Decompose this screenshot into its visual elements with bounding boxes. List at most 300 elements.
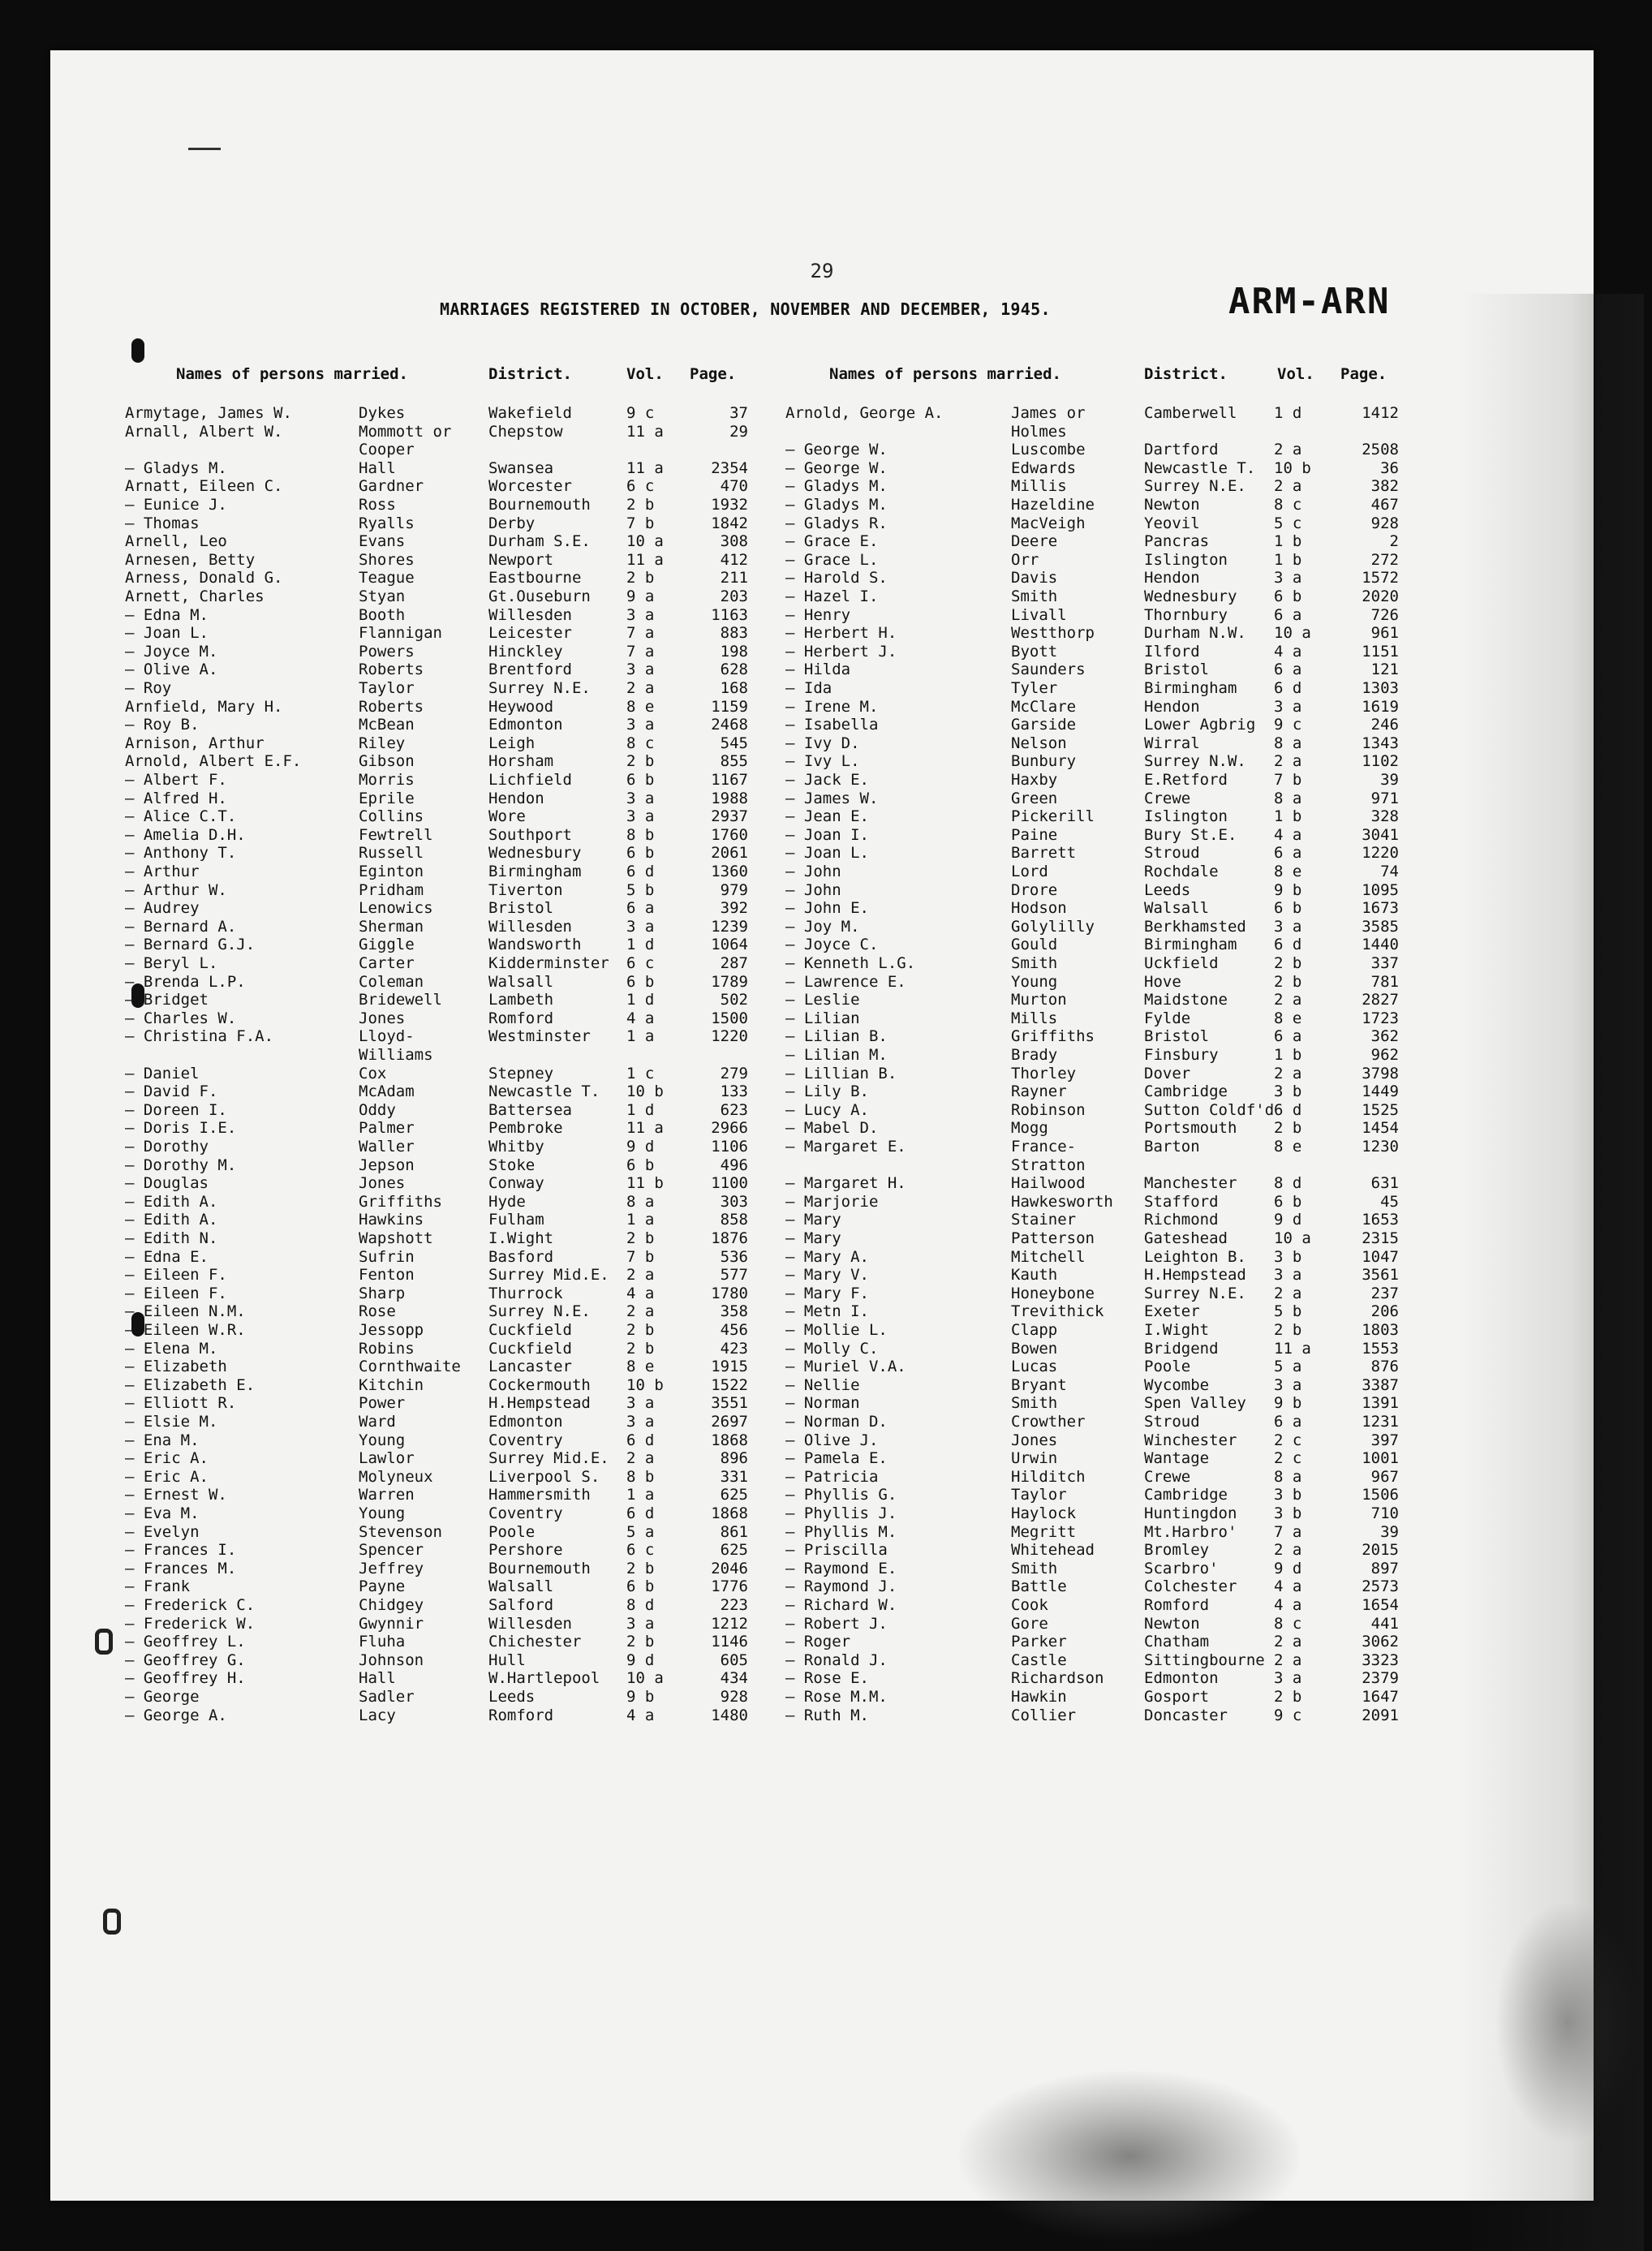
entry-district: Uckfield [1144,954,1219,972]
entry-volume: 6 a [1274,1413,1302,1431]
entry-page: 1868 [711,1431,748,1449]
entry-page: 536 [720,1247,748,1266]
entry-district: Islington [1144,550,1228,569]
entry-district: Hyde [488,1192,526,1211]
entry-page: 2015 [1362,1541,1399,1560]
entry-page: 577 [720,1266,748,1285]
entry-name: — Mary A. [785,1247,869,1266]
entry-spouse-surname: Jessopp [359,1321,424,1339]
entry-name: — Frederick C. [125,1596,256,1614]
entry-district: Finsbury [1144,1046,1219,1064]
register-row [50,1046,1594,1064]
entry-page: 2061 [711,844,748,863]
entry-page: 237 [1370,1284,1399,1302]
entry-name: — Elena M. [125,1339,218,1358]
entry-name: — Alice C.T. [125,807,237,826]
entry-name: — Edith N. [125,1229,218,1247]
register-row [50,1615,1594,1633]
entry-page: 861 [720,1522,748,1541]
register-row [50,1541,1594,1559]
entry-name: — Joan I. [785,825,869,844]
entry-district: Berkhamsted [1144,917,1246,936]
entry-volume: 2 b [626,1321,655,1339]
entry-district: Hammersmith [488,1486,591,1504]
entry-volume: 1 c [626,1064,655,1082]
entry-name: — Alfred H. [125,789,227,807]
entry-page: 287 [720,954,748,972]
entry-page: 781 [1370,972,1399,991]
entry-spouse-surname: Bryant [1011,1375,1067,1394]
entry-page: 1776 [711,1577,748,1596]
entry-spouse-surname: Taylor [359,679,415,697]
entry-name: — Mollie L. [785,1321,888,1339]
entry-volume: 10 a [626,1669,664,1688]
entry-volume: 3 a [1274,1266,1302,1285]
entry-spouse-surname: Stratton [1011,1156,1086,1174]
entry-page: 1212 [711,1614,748,1633]
entry-district: Bournemouth [488,496,591,514]
register-row [50,441,1594,458]
entry-page: 979 [720,880,748,899]
entry-page: 962 [1370,1046,1399,1064]
entry-district: Liverpool S. [488,1467,600,1486]
entry-page: 1440 [1362,936,1399,954]
entry-spouse-surname: Hawkins [359,1211,424,1229]
entry-name: Arnall, Albert W. [125,422,283,441]
entry-volume: 8 e [626,697,655,716]
entry-page: 1230 [1362,1138,1399,1156]
entry-name: — Muriel V.A. [785,1358,906,1376]
page-number: 29 [810,260,834,282]
entry-page: 470 [720,477,748,496]
entry-page: 1803 [1362,1321,1399,1339]
register-row [50,1211,1594,1229]
entry-spouse-surname: Crowther [1011,1413,1086,1431]
entry-spouse-surname: Flannigan [359,624,442,643]
entry-name: Arnold, Albert E.F. [125,752,302,771]
entry-spouse-surname: Robinson [1011,1100,1086,1119]
col-header-page-left: Page. [690,365,737,383]
entry-name: — Patricia [785,1467,879,1486]
entry-district: Pancras [1144,532,1210,551]
punch-hole [103,1909,121,1935]
entry-volume: 8 e [1274,863,1302,880]
entry-volume: 2 a [1274,477,1302,496]
entry-spouse-surname: Honeybone [1011,1284,1095,1302]
entry-page: 2379 [1362,1669,1399,1688]
entry-volume: 2 a [1274,1633,1302,1651]
entry-page: 308 [720,532,748,551]
register-row [50,1633,1594,1651]
entry-page: 303 [720,1192,748,1211]
entry-district: Birmingham [1144,936,1237,954]
entry-name: — Albert F. [125,771,227,789]
register-row [50,752,1594,770]
entry-district: Newcastle T. [488,1082,600,1101]
entry-volume: 3 a [626,605,655,624]
entry-page: 1876 [711,1229,748,1247]
entry-name: — Grace E. [785,532,879,551]
entry-page: 397 [1370,1431,1399,1449]
entry-name: — Kenneth L.G. [785,954,916,972]
entry-district: Heywood [488,697,554,716]
entry-district: Manchester [1144,1174,1237,1193]
entry-volume: 2 b [626,1559,655,1577]
register-row [50,1358,1594,1375]
entry-page: 223 [720,1596,748,1614]
entry-volume: 6 a [626,899,655,918]
entry-name: — John [785,880,841,899]
entry-volume: 10 a [1274,624,1311,643]
register-row [50,1560,1594,1577]
entry-district: Bristol [488,899,554,918]
entry-district: Exeter [1144,1302,1200,1321]
entry-volume: 2 a [1274,441,1302,459]
entry-page: 961 [1370,624,1399,643]
entry-name: — Ivy D. [785,734,860,752]
entry-page: 1167 [711,771,748,789]
entry-district: Romford [488,1706,554,1724]
entry-volume: 6 d [626,863,655,880]
entry-volume: 8 a [1274,1467,1302,1486]
entry-name: — Marjorie [785,1192,879,1211]
entry-spouse-surname: Orr [1011,550,1039,569]
entry-name: — Margaret E. [785,1138,906,1156]
entry-district: Wednesbury [1144,587,1237,605]
entry-spouse-surname: Drore [1011,880,1058,899]
punch-hole [131,338,144,363]
entry-volume: 1 b [1274,1046,1302,1064]
entry-spouse-surname: McClare [1011,697,1077,716]
entry-name: — Douglas [125,1174,209,1193]
entry-volume: 9 c [1274,1706,1302,1724]
entry-spouse-surname: Jeffrey [359,1559,424,1577]
entry-page: 1151 [1362,642,1399,661]
entry-name: — Frederick W. [125,1614,256,1633]
entry-district: Crewe [1144,789,1191,807]
entry-page: 1303 [1362,679,1399,697]
entry-name: — Eva M. [125,1504,200,1522]
entry-page: 502 [720,991,748,1009]
register-row [50,1468,1594,1486]
register-row [50,1431,1594,1449]
entry-district: Horsham [488,752,554,771]
register-row [50,881,1594,899]
entry-district: Willesden [488,917,572,936]
entry-name: — Hazel I. [785,587,879,605]
entry-name: — Bernard G.J. [125,936,256,954]
entry-volume: 2 a [1274,1284,1302,1302]
entry-name: — Olive A. [125,661,218,679]
entry-spouse-surname: Pridham [359,880,424,899]
entry-district: Bromley [1144,1541,1210,1560]
entry-spouse-surname: Giggle [359,936,415,954]
entry-district: Lower Agbrig [1144,716,1256,734]
entry-volume: 6 b [626,1577,655,1596]
entry-spouse-surname: Fenton [359,1266,415,1285]
register-row [50,1266,1594,1284]
entry-spouse-surname: Powers [359,642,415,661]
entry-district: H.Hempstead [1144,1266,1246,1285]
entry-page: 1842 [711,514,748,532]
entry-spouse-surname: Megritt [1011,1522,1077,1541]
entry-page: 412 [720,550,748,569]
entry-volume: 8 c [626,734,655,752]
entry-spouse-surname: James or [1011,404,1086,422]
register-row [50,1577,1594,1595]
entry-district: Southport [488,825,572,844]
register-row [50,1523,1594,1541]
entry-name: — Lucy A. [785,1100,869,1119]
entry-volume: 8 e [1274,1138,1302,1156]
entry-district: Derby [488,514,536,532]
entry-page: 1480 [711,1706,748,1724]
entry-district: Winchester [1144,1431,1237,1449]
entry-volume: 3 b [1274,1082,1302,1101]
entry-district: Stroud [1144,844,1200,863]
entry-district: Stroud [1144,1413,1200,1431]
entry-district: Romford [488,1009,554,1027]
entry-district: Thurrock [488,1284,563,1302]
entry-volume: 11 b [626,1174,664,1193]
entry-district: Eastbourne [488,569,582,587]
entry-district: Portsmouth [1144,1119,1237,1138]
entry-name: — Gladys M. [785,477,888,496]
entry-district: Richmond [1144,1211,1219,1229]
entry-page: 121 [1370,661,1399,679]
entry-volume: 2 b [1274,972,1302,991]
entry-name: — Gladys R. [785,514,888,532]
entry-volume: 2 a [626,679,655,697]
register-row [50,734,1594,752]
entry-spouse-surname: Haylock [1011,1504,1077,1522]
entry-name: — Richard W. [785,1596,897,1614]
entry-page: 198 [720,642,748,661]
entry-district: I.Wight [488,1229,554,1247]
entry-volume: 6 b [626,771,655,789]
entry-spouse-surname: Paine [1011,825,1058,844]
entry-district: Stepney [488,1064,554,1082]
entry-volume: 5 a [626,1522,655,1541]
entry-district: Hendon [1144,697,1200,716]
entry-volume: 2 b [626,1339,655,1358]
entry-spouse-surname: Smith [1011,1394,1058,1413]
entry-name: — Christina F.A. [125,1027,274,1046]
entry-volume: 6 b [626,972,655,991]
entry-name: — Eileen F. [125,1284,227,1302]
entry-spouse-surname: Murton [1011,991,1067,1009]
entry-district: Leeds [488,1688,536,1706]
entry-spouse-surname: Collier [1011,1706,1077,1724]
page-title: MARRIAGES REGISTERED IN OCTOBER, NOVEMBER AND DECEMBER, 1945. [440,299,1051,319]
entry-district: Huntingdon [1144,1504,1237,1522]
register-row [50,1688,1594,1706]
entry-name: — Herbert H. [785,624,897,643]
entry-volume: 5 a [1274,1358,1302,1376]
entry-volume: 9 c [1274,716,1302,734]
entry-volume: 8 d [626,1596,655,1614]
entry-spouse-surname: Lawlor [359,1449,415,1468]
register-row [50,1082,1594,1100]
register-row [50,1119,1594,1137]
entry-spouse-surname: Shores [359,550,415,569]
register-row [50,459,1594,477]
entry-district: Wednesbury [488,844,582,863]
register-row [50,1449,1594,1467]
col-header-district-right: District. [1144,365,1228,383]
entry-spouse-surname: Evans [359,532,406,551]
entry-spouse-surname: Jones [359,1009,406,1027]
entry-volume: 1 d [626,1100,655,1119]
entry-volume: 4 a [1274,1596,1302,1614]
entry-volume: 2 b [1274,1321,1302,1339]
entry-page: 928 [720,1688,748,1706]
register-row [50,807,1594,825]
entry-volume: 3 a [1274,697,1302,716]
entry-page: 362 [1370,1027,1399,1046]
entry-name: — George A. [125,1706,227,1724]
entry-spouse-surname: Mitchell [1011,1247,1086,1266]
entry-spouse-surname: Young [359,1504,406,1522]
entry-volume: 10 b [626,1375,664,1394]
entry-page: 37 [729,404,748,422]
entry-name: — Mary F. [785,1284,869,1302]
entry-name: — Lilian [785,1009,860,1027]
entry-spouse-surname: Mogg [1011,1119,1048,1138]
register-row [50,514,1594,532]
entry-spouse-surname: McBean [359,716,415,734]
entry-page: 337 [1370,954,1399,972]
entry-volume: 9 b [626,1688,655,1706]
entry-page: 1095 [1362,880,1399,899]
entry-spouse-surname: Sadler [359,1688,415,1706]
entry-page: 2508 [1362,441,1399,459]
entry-spouse-surname: McAdam [359,1082,415,1101]
entry-spouse-surname: Richardson [1011,1669,1104,1688]
entry-volume: 5 b [626,880,655,899]
entry-district: Hull [488,1651,526,1669]
entry-spouse-surname: Barrett [1011,844,1077,863]
entry-name: — Geoffrey H. [125,1669,246,1688]
entry-name: — Roger [785,1633,851,1651]
entry-page: 279 [720,1064,748,1082]
entry-spouse-surname: Nelson [1011,734,1067,752]
entry-district: Leigh [488,734,536,752]
entry-name: — Molly C. [785,1339,879,1358]
entry-page: 1047 [1362,1247,1399,1266]
entry-volume: 7 a [626,624,655,643]
entry-spouse-surname: Power [359,1394,406,1413]
entry-name: — Ena M. [125,1431,200,1449]
entry-district: Kidderminster [488,954,609,972]
entry-district: Wandsworth [488,936,582,954]
register-row [50,423,1594,441]
entry-spouse-surname: Tyler [1011,679,1058,697]
entry-district: Gt.Ouseburn [488,587,591,605]
register-row [50,1174,1594,1192]
entry-name: — Edith A. [125,1211,218,1229]
entry-page: 710 [1370,1504,1399,1522]
entry-volume: 2 a [1274,752,1302,771]
entry-page: 1412 [1362,404,1399,422]
entry-volume: 4 a [626,1706,655,1724]
entry-volume: 3 a [1274,569,1302,587]
register-row [50,624,1594,642]
entry-district: Colchester [1144,1577,1237,1596]
entry-district: Gosport [1144,1688,1210,1706]
entry-name: — Hilda [785,661,851,679]
entry-volume: 3 a [626,1614,655,1633]
register-row [50,1321,1594,1339]
entry-district: Gateshead [1144,1229,1228,1247]
entry-volume: 1 d [1274,404,1302,422]
entry-district: Surrey N.E. [1144,477,1246,496]
entry-name: — Daniel [125,1064,200,1082]
entry-volume: 8 b [626,1467,655,1486]
register-row [50,404,1594,422]
entry-name: Arnold, George A. [785,404,944,422]
entry-page: 3041 [1362,825,1399,844]
entry-spouse-surname: Sherman [359,917,424,936]
entry-spouse-surname: Sharp [359,1284,406,1302]
entry-spouse-surname: Livall [1011,605,1067,624]
entry-spouse-surname: Collins [359,807,424,826]
entry-spouse-surname: Williams [359,1046,433,1064]
entry-page: 272 [1370,550,1399,569]
entry-name: — Priscilla [785,1541,888,1560]
entry-page: 2966 [711,1119,748,1138]
entry-district: Stoke [488,1156,536,1174]
entry-page: 441 [1370,1614,1399,1633]
register-row [50,991,1594,1009]
entry-spouse-surname: Gould [1011,936,1058,954]
entry-volume: 11 a [626,422,664,441]
entry-district: Chepstow [488,422,563,441]
entry-name: — Eunice J. [125,496,227,514]
entry-page: 328 [1370,807,1399,826]
entry-district: Cuckfield [488,1321,572,1339]
entry-spouse-surname: Trevithick [1011,1302,1104,1321]
entry-district: Chichester [488,1633,582,1651]
entry-volume: 2 a [626,1302,655,1321]
entry-district: Wycombe [1144,1375,1210,1394]
entry-page: 382 [1370,477,1399,496]
entry-name: — Harold S. [785,569,888,587]
entry-district: Salford [488,1596,554,1614]
entry-volume: 1 a [626,1027,655,1046]
entry-name: — Eric A. [125,1467,209,1486]
entry-district: Yeovil [1144,514,1200,532]
entry-page: 1343 [1362,734,1399,752]
entry-page: 1106 [711,1138,748,1156]
entry-page: 858 [720,1211,748,1229]
entry-name: — Dorothy [125,1138,209,1156]
entry-page: 246 [1370,716,1399,734]
entry-name: — Olive J. [785,1431,879,1449]
entry-page: 456 [720,1321,748,1339]
entry-name: — Irene M. [785,697,879,716]
entry-page: 1760 [711,825,748,844]
entry-spouse-surname: Robins [359,1339,415,1358]
register-row [50,826,1594,844]
entry-page: 467 [1370,496,1399,514]
entry-district: Chatham [1144,1633,1210,1651]
entry-page: 2020 [1362,587,1399,605]
entry-district: Durham S.E. [488,532,591,551]
entry-name: — Mary V. [785,1266,869,1285]
entry-name: Arnatt, Eileen C. [125,477,283,496]
entry-volume: 2 a [1274,991,1302,1009]
